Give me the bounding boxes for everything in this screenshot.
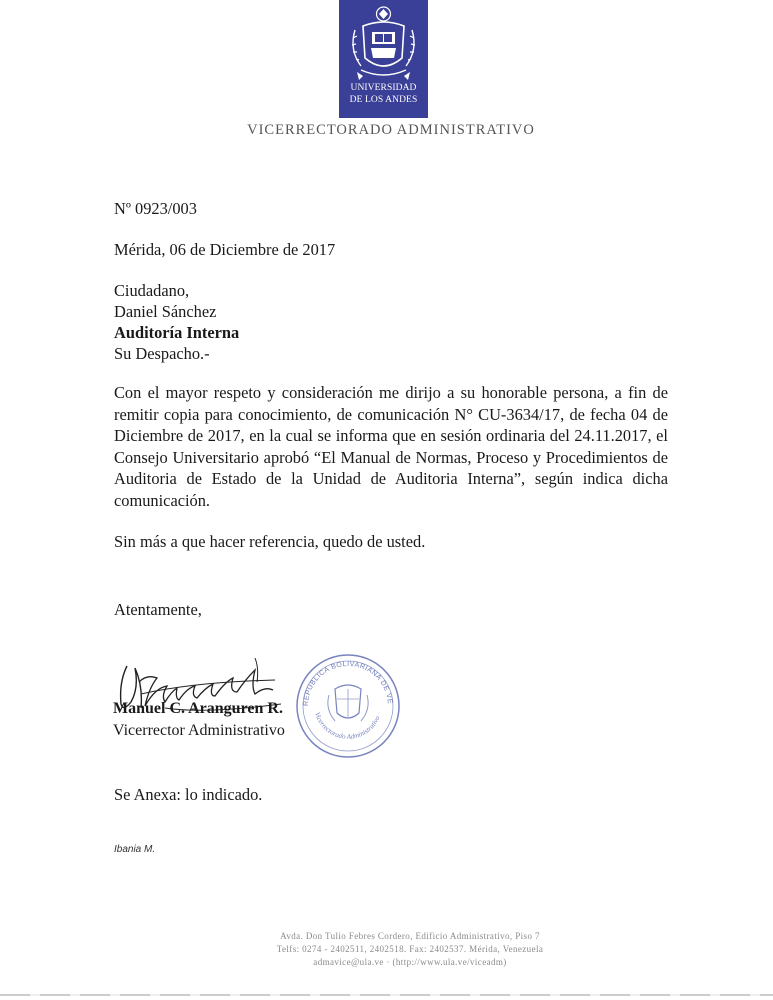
official-seal [293,651,403,766]
signer-name: Manuel C. Aranguren R. [113,700,283,717]
recipient-name: Daniel Sánchez [114,302,217,321]
signer-title: Vicerrector Administrativo [113,722,285,739]
footer-line-address: Avda. Don Tulio Febres Cordero, Edificio Administrativo, Piso 7 [280,931,540,941]
regards: Atentamente, [114,600,202,619]
letter-body: Con el mayor respeto y consideración me dirijo a su honorable persona, a fin de remitir copia para conocimiento, de comunicación N° CU-3634/17, de fecha 04 de Diciembre de 2017, en la cual se informa que en sesión ordinaria del 24.11.2017, el Consejo Universitario aprobó “El Manual de Normas, Proceso y Procedimientos de Auditoria de Estado de la Unidad de Auditoria Interna”, según indica dicha comunicación. [114,383,668,510]
logo-text-line1: UNIVERSIDAD [350,83,417,93]
footer-line-contact: admavice@ula.ve · (http://www.ula.ve/viceadm) [313,957,507,967]
seal-stamp-icon [293,651,403,761]
department-title: VICERRECTORADO ADMINISTRATIVO [247,122,535,138]
seal-outer-text: REPUBLICA BOLIVARIANA DE VE [302,660,394,707]
svg-text:REPUBLICA BOLIVARIANA DE VENEZ [293,651,393,706]
footer-line-phones: Telfs: 0274 - 2402511, 2402518. Fax: 2402537. Mérida, Venezuela [276,944,544,954]
seal-inner-text: Vicerrectorado Administrativo [313,711,382,741]
annex-note: Se Anexa: lo indicado. [114,785,263,804]
closing-sentence: Sin más a que hacer referencia, quedo de usted. [114,532,426,551]
recipient-block [114,280,239,364]
logo-text-line2: DE LOS ANDES [349,95,418,105]
reference-number: Nº 0923/003 [114,199,197,218]
university-logo [339,0,428,118]
recipient-unit: Auditoría Interna [114,323,240,342]
footer-address [150,930,670,969]
recipient-salutation: Ciudadano, [114,281,190,300]
scan-artifact-line [0,994,773,996]
typist-initials: Ibania M. [114,844,156,855]
recipient-closing: Su Despacho.- [114,344,210,363]
svg-text:Vicerrectorado Administrativo [313,711,382,741]
letter-date: Mérida, 06 de Diciembre de 2017 [114,240,336,259]
